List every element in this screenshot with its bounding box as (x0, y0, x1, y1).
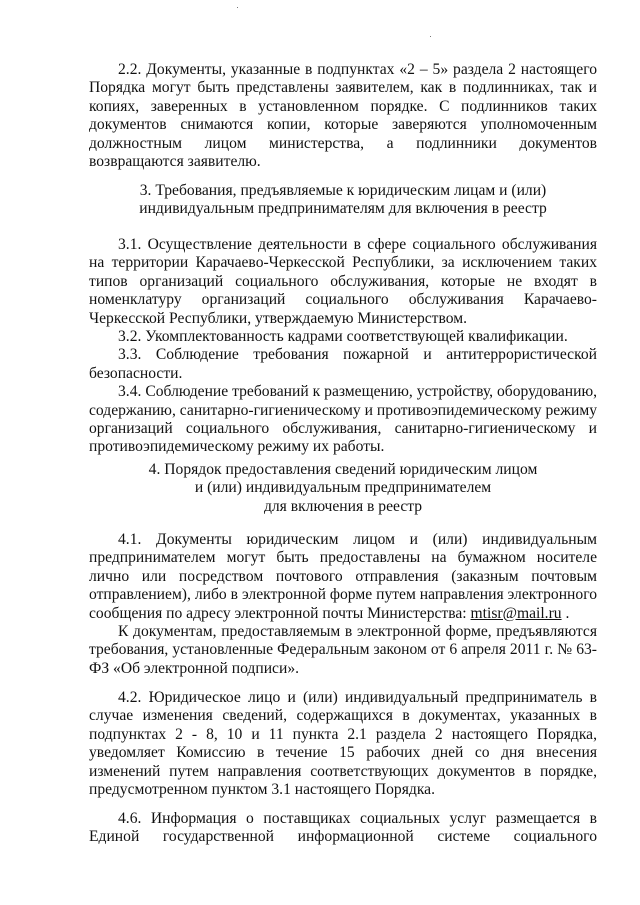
scan-speck (430, 36, 431, 37)
paragraph-4-6-block (89, 810, 597, 847)
section-4-heading-line1: 4. Порядок предоставления сведений юридическим лицом (148, 461, 538, 478)
paragraph-4-1-end: . (561, 604, 570, 622)
section-3-heading-line2: индивидуальным предпринимателям для включения в реестр (139, 200, 547, 218)
paragraph-3-3: 3.3. Соблюдение требования пожарной и антитеррористической безопасности. (89, 346, 597, 382)
paragraph-4-6: 4.6. Информация о поставщиках социальных услуг размещается в Единой государственной информационной системе социального (89, 810, 597, 846)
paragraph-4-1 (89, 531, 597, 623)
ministry-email-link[interactable]: mtisr@mail.ru (470, 604, 562, 622)
paragraph-4-2-block (89, 689, 597, 799)
paragraph-4-2: 4.2. Юридическое лицо и (или) индивидуальный предприниматель в случае изменения сведений, содержащихся в документах, указанных в подпунктах 2 - 8, 10 и 11 пункта 2.1 раздела 2 настоящего Порядка, уведомляет Комиссию в течение 15 рабочих дней со дня внесения изменений путем направления соответствующих документов в порядке, предусмотренном пунктом 3.1 настоящего Порядка. (89, 689, 597, 799)
section-4-body (89, 531, 597, 678)
section-3-body (89, 236, 597, 457)
paragraph-4-1-text: 4.1. Документы юридическим лицом и (или) индивидуальным предпринимателем могут быть предоставлены на бумажном носителе лично или посредством почтового отправления (заказным почтовым отправлением), либо в электронной форме путем направления электронного сообщения по адресу электронной почты Министерства: (89, 531, 597, 622)
section-4-heading (89, 461, 597, 516)
paragraph-4-1-signature: К документам, предоставляемым в электронной форме, предъявляются требования, установленные Федеральным законом от 6 апреля 2011 г. № 63-ФЗ «Об электронной подписи». (89, 623, 597, 677)
section-4-heading-line2: и (или) индивидуальным предпринимателем (194, 479, 492, 497)
section-4-heading-line3: для включения в реестр (263, 497, 423, 515)
paragraph-3-4: 3.4. Соблюдение требований к размещению, устройству, оборудованию, содержанию, санитарно-гигиеническому и противоэпидемическому режиму организаций социального обслуживания, санитарно-гигиеническому и противоэпидемическому режиму их работы. (89, 383, 597, 456)
scan-speck (237, 7, 238, 8)
section-3-heading-line1: 3. Требования, предъявляемые к юридическим лицам и (или) (139, 182, 547, 199)
paragraph-2-2: 2.2. Документы, указанные в подпунктах «2 – 5» раздела 2 настоящего Порядка могут быть представлены заявителем, как в подлинниках, так и копиях, заверенных в установленном порядке. С подлинников таких документов снимаются копии, которые заверяются уполномоченным должностным лицом министерства, а подлинники документов возвращаются заявителю. (89, 61, 597, 171)
paragraph-3-1: 3.1. Осуществление деятельности в сфере социального обслуживания на территории Карачаево-Черкесской Республики, за исключением таких типов организаций социального обслуживания, которые не входят в номенклатуру организаций социального обслуживания Карачаево-Черкесской Республики, утверждаемую Министерством. (89, 236, 597, 327)
document-body (89, 61, 597, 171)
section-3-heading (89, 182, 597, 219)
paragraph-3-2: 3.2. Укомплектованность кадрами соответствующей квалификации. (118, 328, 568, 346)
